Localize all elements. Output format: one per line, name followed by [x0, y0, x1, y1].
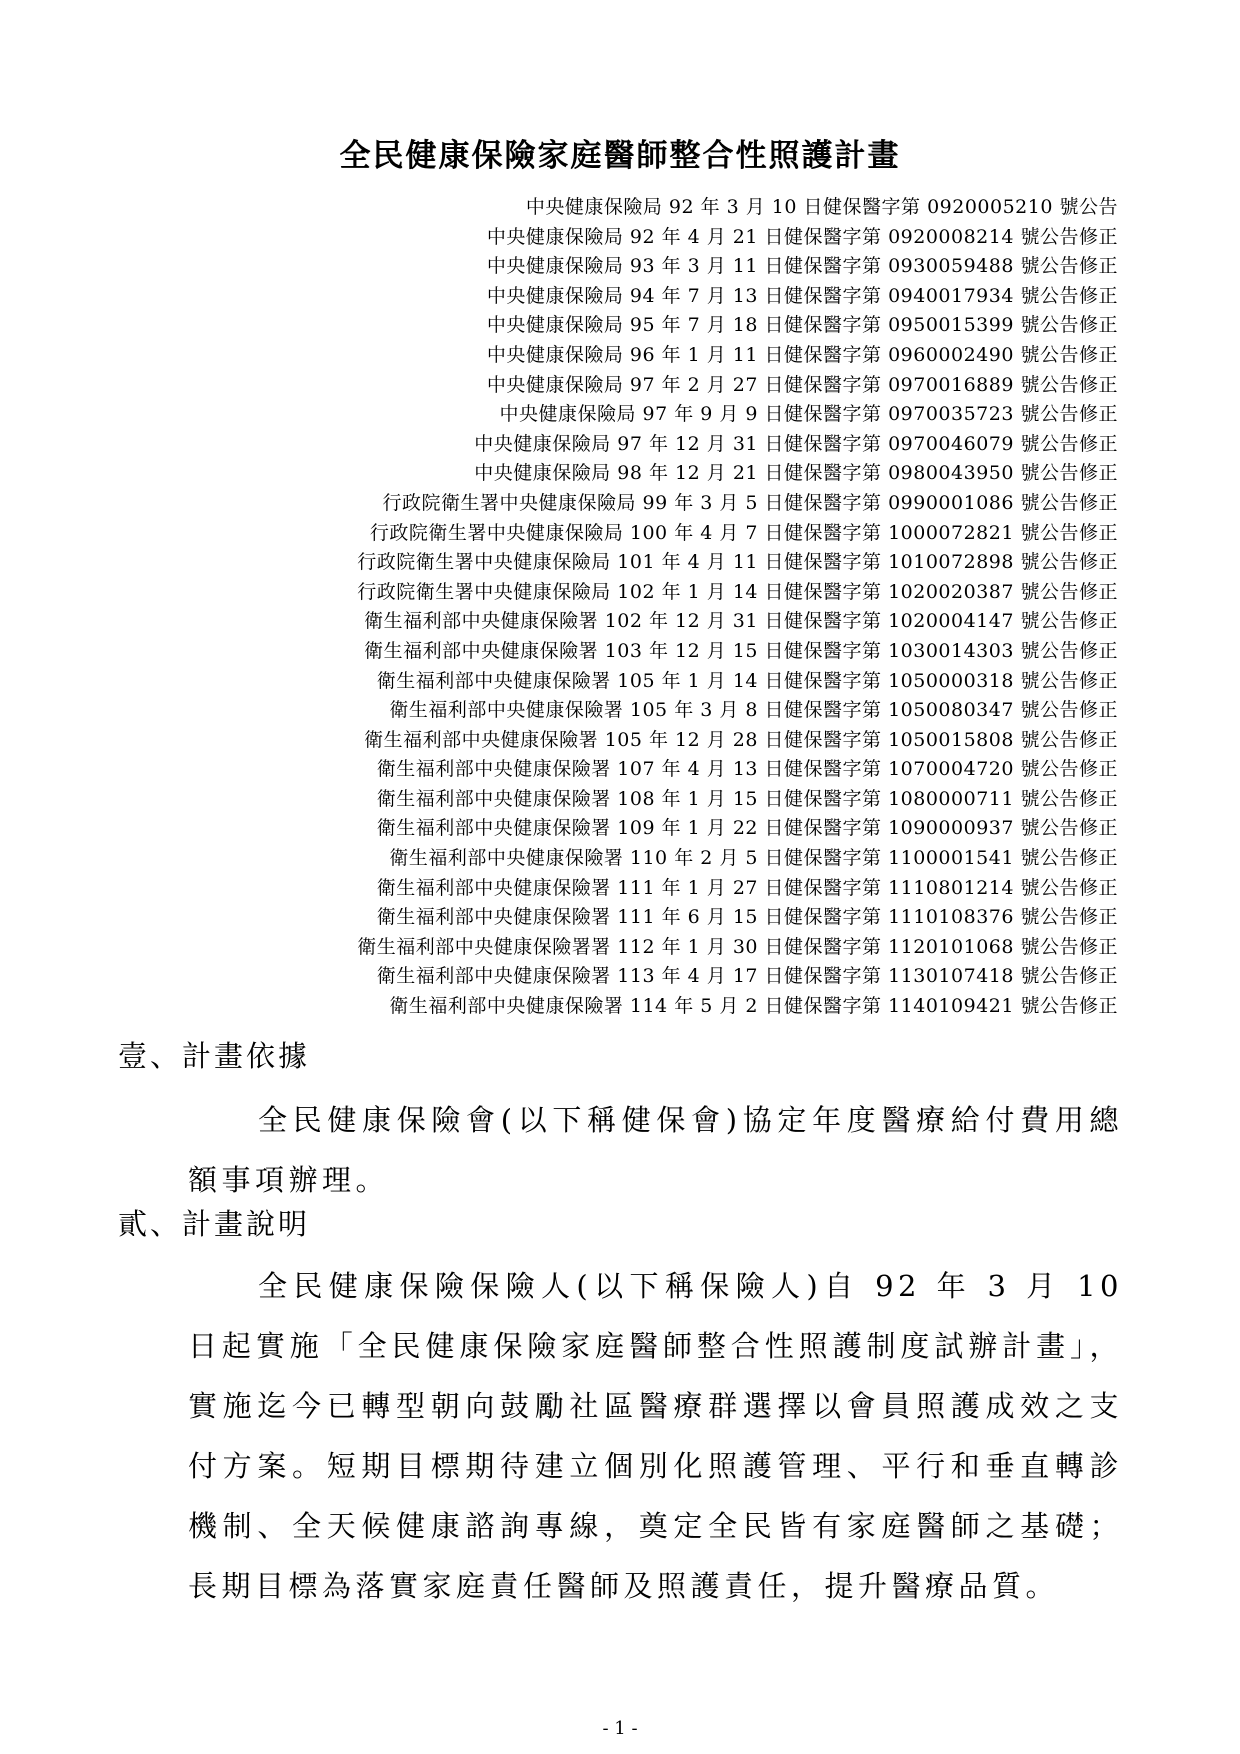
amendment-entry: 衛生福利部中央健康保險署 110 年 2 月 5 日健保醫字第 1100001541 號公告修正: [389, 847, 1118, 870]
amendment-entry: 衛生福利部中央健康保險署 109 年 1 月 22 日健保醫字第 1090000937 號公告修正: [376, 817, 1118, 840]
amendment-history-list: [218, 193, 1118, 1022]
amendment-entry: 中央健康保險局 97 年 9 月 9 日健保醫字第 0970035723 號公告修正: [499, 403, 1118, 426]
amendment-entry: 中央健康保險局 93 年 3 月 11 日健保醫字第 0930059488 號公告修正: [486, 255, 1118, 278]
section-heading-description: 貳、計畫說明: [118, 1207, 311, 1241]
amendment-entry: 衛生福利部中央健康保險署 107 年 4 月 13 日健保醫字第 1070004720 號公告修正: [376, 758, 1118, 781]
amendment-entry: 衛生福利部中央健康保險署 111 年 1 月 27 日健保醫字第 1110801214 號公告修正: [376, 876, 1118, 899]
amendment-entry: 行政院衛生署中央健康保險局 101 年 4 月 11 日健保醫字第 1010072898 號公告修正: [357, 551, 1118, 574]
section-body-description: 全民健康保險保險人(以下稱保險人)自 92 年 3 月 10 日起實施「全民健康保險家庭醫師整合性照護制度試辦計畫」，實施迄今已轉型朝向鼓勵社區醫療群選擇以會員照護成效之支付方案。短期目標期待建立個別化照護管理、平行和垂直轉診機制、全天候健康諮詢專線，奠定全民皆有家庭醫師之基礎；長期目標為落實家庭責任醫師及照護責任，提升醫療品質。: [188, 1269, 1123, 1603]
amendment-entry: 行政院衛生署中央健康保險局 99 年 3 月 5 日健保醫字第 0990001086 號公告修正: [382, 491, 1118, 514]
amendment-entry: 中央健康保險局 97 年 2 月 27 日健保醫字第 0970016889 號公告修正: [486, 373, 1118, 396]
section-heading-basis: 壹、計畫依據: [118, 1039, 311, 1073]
section-body-basis: 全民健康保險會(以下稱健保會)協定年度醫療給付費用總額事項辦理。: [188, 1103, 1123, 1197]
amendment-entry: 衛生福利部中央健康保險署 111 年 6 月 15 日健保醫字第 1110108376 號公告修正: [376, 906, 1118, 929]
amendment-entry: 衛生福利部中央健康保險署 103 年 12 月 15 日健保醫字第 1030014303 號公告修正: [364, 639, 1118, 662]
amendment-entry: 衛生福利部中央健康保險署 105 年 3 月 8 日健保醫字第 1050080347 號公告修正: [389, 699, 1118, 722]
amendment-entry: 衛生福利部中央健康保險署署 112 年 1 月 30 日健保醫字第 1120101068 號公告修正: [357, 935, 1118, 958]
amendment-entry: 衛生福利部中央健康保險署 113 年 4 月 17 日健保醫字第 1130107418 號公告修正: [376, 965, 1118, 988]
amendment-entry: 中央健康保險局 98 年 12 月 21 日健保醫字第 0980043950 號公告修正: [474, 462, 1118, 485]
amendment-entry: 衛生福利部中央健康保險署 114 年 5 月 2 日健保醫字第 1140109421 號公告修正: [389, 995, 1118, 1018]
page-number: - 1 -: [602, 1718, 638, 1739]
amendment-entry: 中央健康保險局 95 年 7 月 18 日健保醫字第 0950015399 號公告修正: [486, 314, 1118, 337]
amendment-entry: 中央健康保險局 92 年 4 月 21 日健保醫字第 0920008214 號公告修正: [486, 225, 1118, 248]
amendment-entry: 中央健康保險局 92 年 3 月 10 日健保醫字第 0920005210 號公告: [525, 196, 1118, 218]
amendment-entry: 中央健康保險局 96 年 1 月 11 日健保醫字第 0960002490 號公告修正: [486, 343, 1118, 366]
amendment-entry: 衛生福利部中央健康保險署 102 年 12 月 31 日健保醫字第 1020004147 號公告修正: [364, 610, 1118, 633]
amendment-entry: 中央健康保險局 94 年 7 月 13 日健保醫字第 0940017934 號公告修正: [486, 284, 1118, 307]
amendment-entry: 中央健康保險局 97 年 12 月 31 日健保醫字第 0970046079 號公告修正: [474, 432, 1118, 455]
amendment-entry: 行政院衛生署中央健康保險局 100 年 4 月 7 日健保醫字第 1000072821 號公告修正: [369, 521, 1118, 544]
amendment-entry: 衛生福利部中央健康保險署 105 年 12 月 28 日健保醫字第 1050015808 號公告修正: [364, 728, 1118, 751]
amendment-entry: 行政院衛生署中央健康保險局 102 年 1 月 14 日健保醫字第 1020020387 號公告修正: [357, 580, 1118, 603]
amendment-entry: 衛生福利部中央健康保險署 105 年 1 月 14 日健保醫字第 1050000318 號公告修正: [376, 669, 1118, 692]
document-title: 全民健康保險家庭醫師整合性照護計畫: [339, 138, 901, 174]
amendment-entry: 衛生福利部中央健康保險署 108 年 1 月 15 日健保醫字第 1080000711 號公告修正: [376, 787, 1118, 810]
